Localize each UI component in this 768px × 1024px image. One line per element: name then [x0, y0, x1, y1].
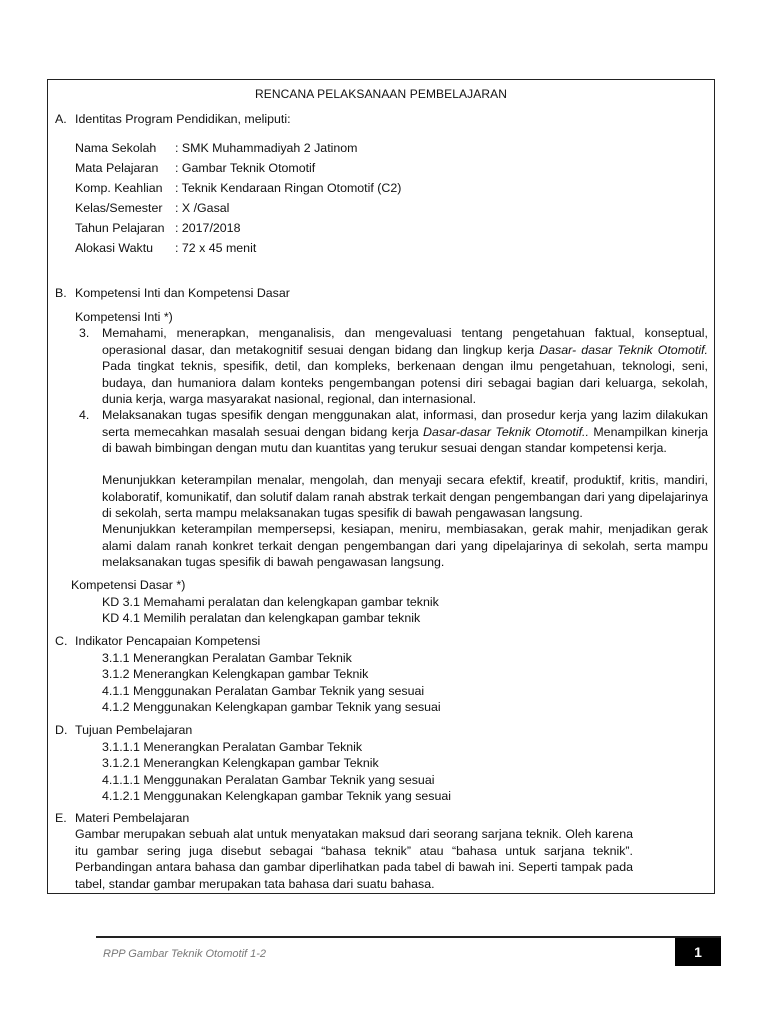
identity-row — [75, 180, 401, 200]
ki4-number: 4. — [79, 408, 90, 422]
identity-value: : Teknik Kendaraan Ringan Otomotif (C2) — [175, 181, 402, 195]
indicator-list — [102, 650, 441, 715]
footer-text: RPP Gambar Teknik Otomotif 1-2 — [103, 948, 267, 960]
identity-key: Tahun Pelajaran — [75, 221, 165, 235]
section-b-letter: B. — [55, 286, 67, 300]
identity-key: Nama Sekolah — [75, 141, 157, 155]
section-e-letter: E. — [55, 811, 67, 825]
ki3-italic: Dasar- dasar Teknik Otomotif. — [539, 342, 708, 357]
identity-key: Kelas/Semester — [75, 201, 163, 215]
ki-label: Kompetensi Inti *) — [75, 310, 173, 324]
indicator-item: 3.1.1 Menerangkan Peralatan Gambar Teknik — [102, 651, 352, 665]
section-a-heading: Identitas Program Pendidikan, meliputi: — [75, 112, 291, 126]
identity-value: : Gambar Teknik Otomotif — [175, 161, 316, 175]
identity-table — [75, 140, 401, 260]
section-c-letter: C. — [55, 634, 68, 648]
identity-key: Mata Pelajaran — [75, 161, 159, 175]
ki3-text: Memahami, menerapkan, menganalisis, dan mengevaluasi tentang pengetahuan faktual, konseptual, operasional dasar, dan metakognitif sesuai dengan bidang dan lingkup kerja — [102, 326, 708, 357]
indicator-item: 3.1.2 Menerangkan Kelengkapan gambar Teknik — [102, 667, 369, 682]
identity-row — [75, 240, 401, 260]
objective-item: 3.1.2.1 Menerangkan Kelengkapan gambar Teknik — [102, 756, 379, 771]
ki4-paragraph-3: Menunjukkan keterampilan mempersepsi, kesiapan, meniru, membiasakan, gerak mahir, menjadikan gerak alami dalam ranah konkret terkait dengan pengembangan dari yang dipelajarinya di sekolah, serta mampu melaksanakan tugas spesifik di bawah pengawasan langsung. — [102, 522, 708, 570]
page-number: 1 — [675, 938, 721, 966]
ki4-text: Melaksanakan tugas spesifik dengan menggunakan alat, informasi, dan prosedur kerja yang lazim dilakukan serta memecahkan masalah sesuai dengan bidang kerja — [102, 408, 708, 439]
ki3-number: 3. — [79, 326, 90, 340]
ki3-text2: Pada tingkat teknis, spesifik, detil, dan kompleks, berkenaan dengan ilmu pengetahuan, teknologi, seni, budaya, dan humaniora dalam konteks pengembangan potensi diri sebagai bagian dari keluarga, sekolah, dunia kerja, warga masyarakat nasional, regional, dan internasional. — [102, 359, 708, 407]
identity-row — [75, 200, 401, 220]
kd-list — [102, 594, 439, 627]
identity-value: : 2017/2018 — [175, 221, 241, 235]
identity-key: Komp. Keahlian — [75, 181, 163, 195]
section-d-heading: Tujuan Pembelajaran — [75, 723, 193, 737]
kd-item: KD 3.1 Memahami peralatan dan kelengkapan gambar teknik — [102, 595, 439, 609]
section-d-letter: D. — [55, 723, 68, 737]
kd-item: KD 4.1 Memilih peralatan dan kelengkapan gambar teknik — [102, 611, 421, 626]
footer-rule — [96, 936, 721, 938]
document-title: RENCANA PELAKSANAAN PEMBELAJARAN — [255, 87, 507, 101]
ki3-paragraph — [102, 325, 708, 408]
ki4-paragraph — [102, 407, 708, 457]
section-a-letter: A. — [55, 112, 67, 126]
objective-item: 4.1.2.1 Menggunakan Kelengkapan gambar Teknik yang sesuai — [102, 788, 452, 803]
section-b-heading: Kompetensi Inti dan Kompetensi Dasar — [75, 286, 290, 300]
ki4-text2: Menampilkan kinerja di bawah bimbingan dengan mutu dan kuantitas yang terukur sesuai dengan standar kompetensi kerja. — [102, 424, 708, 456]
objective-list — [102, 739, 451, 804]
kd-label: Kompetensi Dasar *) — [71, 578, 186, 592]
identity-value: : SMK Muhammadiyah 2 Jatinom — [175, 141, 358, 155]
identity-value: : X /Gasal — [175, 201, 230, 215]
identity-row — [75, 160, 401, 180]
ki4-paragraph-2: Menunjukkan keterampilan menalar, mengolah, dan menyaji secara efektif, kreatif, produktif, kritis, mandiri, kolaboratif, komunikatif, dan solutif dalam ranah abstrak terkait dengan pengembangan dari yang dipelajarinya di sekolah, serta mampu melaksanakan tugas spesifik di bawah pengawasan langsung. — [102, 473, 708, 521]
objective-item: 3.1.1.1 Menerangkan Peralatan Gambar Teknik — [102, 740, 363, 754]
materi-paragraph: Gambar merupakan sebuah alat untuk menyatakan maksud dari seorang sarjana teknik. Oleh karena itu gambar sering juga disebut sebagai “bahasa teknik” atau “bahasa untuk sarjana teknik”. Perbandingan antara bahasa dan gambar diperlihatkan pada tabel di bawah ini. Seperti tampak pada tabel, standar gambar merupakan tata bahasa dari suatu bahasa. — [75, 827, 633, 891]
indicator-item: 4.1.2 Menggunakan Kelengkapan gambar Teknik yang sesuai — [102, 699, 441, 714]
indicator-item: 4.1.1 Menggunakan Peralatan Gambar Teknik yang sesuai — [102, 683, 425, 698]
section-e-heading: Materi Pembelajaran — [75, 811, 190, 825]
identity-row — [75, 220, 401, 240]
identity-row — [75, 140, 401, 160]
ki4-italic: Dasar-dasar Teknik Otomotif.. — [423, 424, 589, 439]
identity-key: Alokasi Waktu — [75, 241, 154, 255]
objective-item: 4.1.1.1 Menggunakan Peralatan Gambar Teknik yang sesuai — [102, 772, 435, 787]
section-c-heading: Indikator Pencapaian Kompetensi — [75, 634, 261, 648]
identity-value: : 72 x 45 menit — [175, 241, 257, 255]
